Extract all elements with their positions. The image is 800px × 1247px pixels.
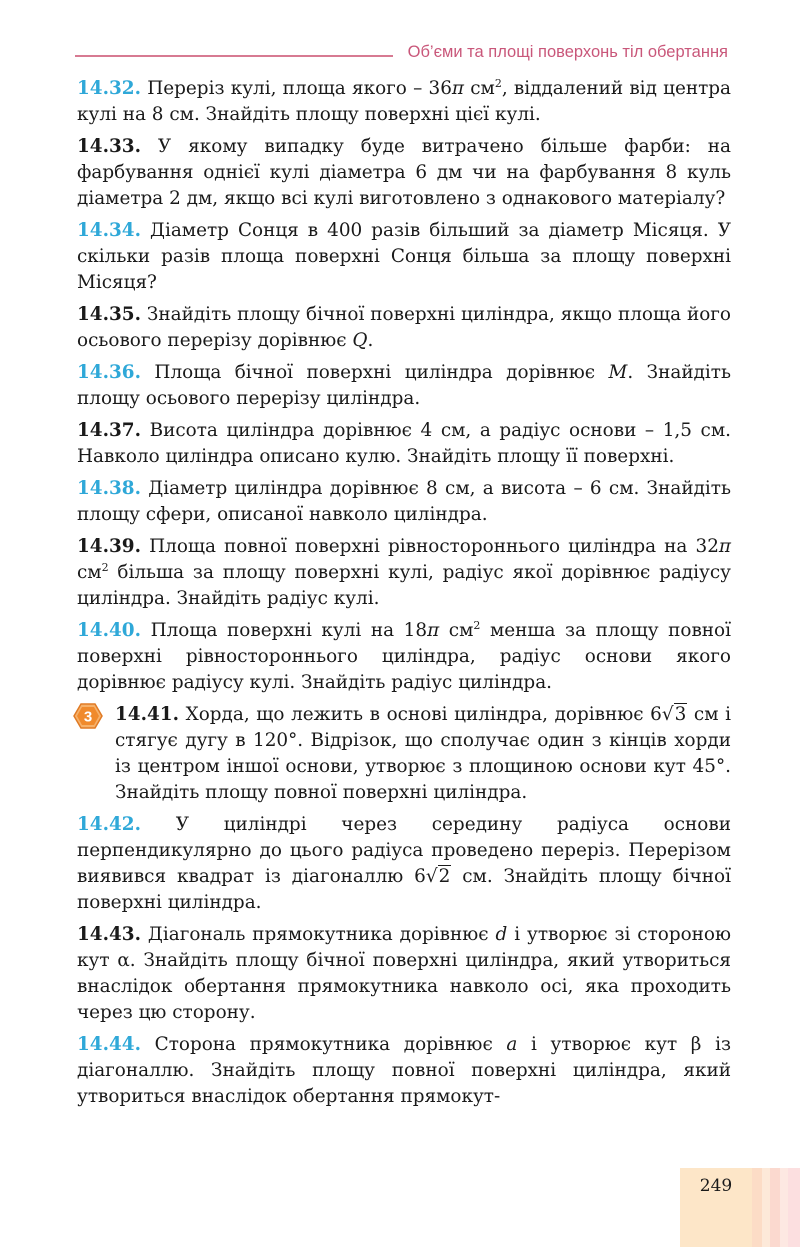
problem-14-40: 14.40. Площа поверхні кулі на 18π $см^2$ менша за площу повної поверхні рівностороннього циліндра, радіус основи якого дорівнює радіусу кулі. Знайдіть радіус циліндра. [77,619,732,693]
problem-number: 14.43. [77,924,141,945]
problem-number: 14.44. [77,1034,141,1055]
square-root: √3 [661,704,687,725]
page-number: 249 [699,1176,733,1196]
problem-14-36: 14.36. Площа бічної поверхні циліндра дорівнює M. Знайдіть площу осьового перерізу циліндра. [77,362,731,409]
problem-number: 14.38. [77,478,141,499]
problem-number: 14.39. [77,536,141,557]
problem-number: 14.40. [77,620,141,641]
problem-number: 14.41. [115,704,179,725]
problem-number: 14.36. [77,362,141,383]
problem-number: 14.42. [77,814,141,835]
problem-number: 14.37. [77,420,141,441]
problem-number: 14.34. [77,220,141,241]
problem-list [77,76,731,1116]
problem-14-44: 14.44. Сторона прямокутника дорівнює a і утворює кут β із діагоналлю. Знайдіть площу повної поверхні циліндра, який утвориться внаслідок обертання прямокут- [77,1034,731,1107]
difficulty-level-label: 3 [83,708,93,726]
problem-14-32: 14.32. Переріз кулі, площа якого – 36π $см^2$, віддалений від центра кулі на 8 см. Знайдіть площу поверхні цієї кулі. [77,77,731,125]
problem-14-39: 14.39. Площа повної поверхні рівностороннього циліндра на 32π $см^2$ більша за площу поверхні кулі, радіус якої дорівнює радіусу циліндра. Знайдіть радіус кулі. [77,536,731,609]
problem-14-33: 14.33. У якому випадку буде витрачено більше фарби: на фарбування однієї кулі діаметра 6 дм чи на фарбування 8 куль діаметра 2 дм, якщо всі кулі виготовлено з однакового матеріалу? [77,136,731,209]
problem-14-41: 3 14.41. Хорда, що лежить в основі циліндра, дорівнює 6√3 см і стягує дугу в 120°. Відрізок, що сполучає один з кінців хорди із центром іншої основи, утворює з площиною основи кут 45°. Знайдіть площу повної поверхні циліндра. [77,702,731,806]
problem-14-42: 14.42. У циліндрі через середину радіуса основи перпендикулярно до цього радіуса проведено переріз. Перерізом виявився квадрат із діагоналлю 6√2 см. Знайдіть площу бічної поверхні циліндра. [77,814,731,913]
problem-14-38: 14.38. Діаметр циліндра дорівнює 8 см, а висота – 6 см. Знайдіть площу сфери, описаної навколо циліндра. [77,478,731,525]
problem-number: 14.33. [77,136,141,157]
problem-14-34: 14.34. Діаметр Сонця в 400 разів більший за діаметр Місяця. У скільки разів площа поверхні Сонця більша за площу поверхні Місяця? [77,220,731,293]
problem-14-35: 14.35. Знайдіть площу бічної поверхні циліндра, якщо площа його осьового перерізу дорівнює Q. [77,304,731,351]
problem-14-43: 14.43. Діагональ прямокутника дорівнює d і утворює зі стороною кут α. Знайдіть площу бічної поверхні циліндра, який утвориться внаслідок обертання прямокутника навколо осі, яка проходить через цю сторону. [77,924,731,1023]
problem-14-37: 14.37. Висота циліндра дорівнює 4 см, а радіус основи – 1,5 см. Навколо циліндра описано кулю. Знайдіть площу її поверхні. [77,420,731,467]
square-root: √2 [425,866,451,887]
chapter-title: Об’єми та площі поверхонь тіл обертання [407,43,728,61]
problem-number: 14.35. [77,304,141,325]
difficulty-level-icon [73,702,103,730]
problem-number: 14.32. [77,78,141,99]
header-rule [75,55,393,57]
